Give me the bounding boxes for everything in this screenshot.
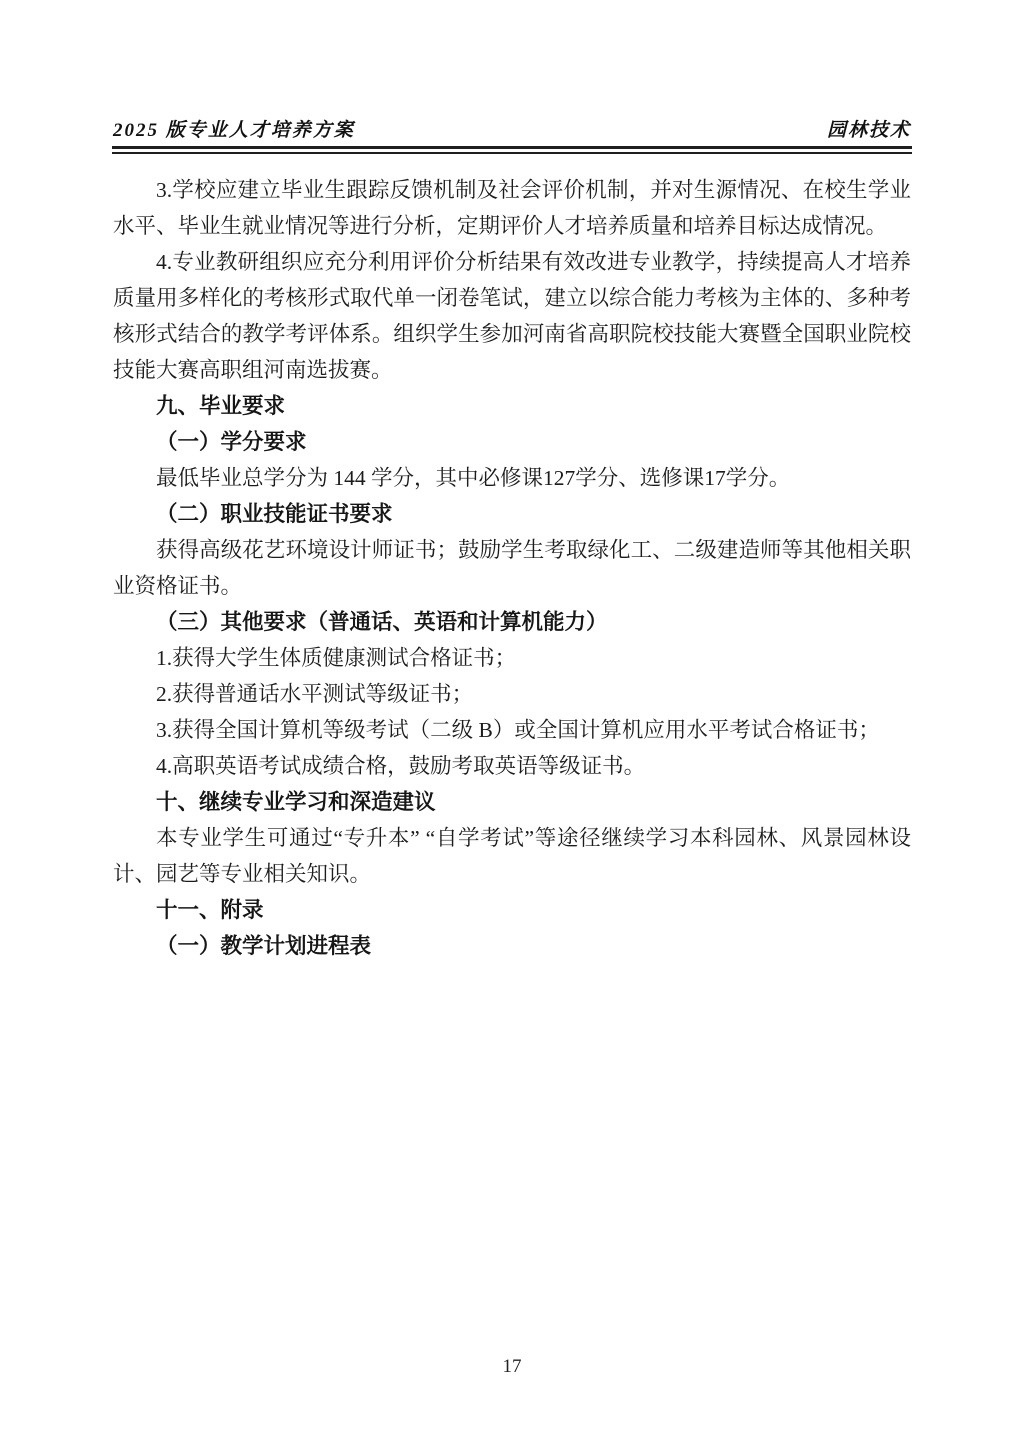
heading-teaching-plan-table: （一）教学计划进程表 bbox=[156, 934, 372, 958]
heading-vocational-certificate-requirements: （二）职业技能证书要求 bbox=[156, 502, 393, 526]
paragraph-further-study-details: 本专业学生可通过“专升本” “自学考试”等途径继续学习本科园林、风景园林设计、园艺等专业相关知识。 bbox=[113, 826, 911, 886]
heading-further-study-advice: 十、继续专业学习和深造建议 bbox=[156, 790, 436, 814]
heading-credit-requirements: （一）学分要求 bbox=[156, 430, 307, 454]
list-item-fitness-certificate: 1.获得大学生体质健康测试合格证书； bbox=[156, 646, 517, 670]
heading-other-requirements: （三）其他要求（普通话、英语和计算机能力） bbox=[156, 610, 608, 634]
page-number: 17 bbox=[502, 1356, 522, 1377]
header-rule bbox=[112, 146, 912, 154]
document-body bbox=[113, 172, 911, 964]
paragraph-graduate-tracking: 3.学校应建立毕业生跟踪反馈机制及社会评价机制，并对生源情况、在校生学业水平、毕业生就业情况等进行分析，定期评价人才培养质量和培养目标达成情况。 bbox=[113, 178, 911, 238]
page-header bbox=[113, 115, 911, 142]
header-major-name: 园林技术 bbox=[826, 120, 911, 141]
header-document-title: 2025 版专业人才培养方案 bbox=[113, 120, 355, 141]
paragraph-credit-details: 最低毕业总学分为 144 学分，其中必修课127学分、选修课17学分。 bbox=[156, 466, 791, 490]
list-item-english-certificate: 4.高职英语考试成绩合格，鼓励考取英语等级证书。 bbox=[156, 754, 646, 778]
list-item-mandarin-certificate: 2.获得普通话水平测试等级证书； bbox=[156, 682, 474, 706]
heading-appendix: 十一、附录 bbox=[156, 898, 264, 922]
list-item-computer-certificate: 3.获得全国计算机等级考试（二级 B）或全国计算机应用水平考试合格证书； bbox=[156, 718, 880, 742]
page-footer bbox=[0, 1356, 1024, 1378]
heading-graduation-requirements: 九、毕业要求 bbox=[156, 394, 286, 418]
paragraph-certificate-details: 获得高级花艺环境设计师证书；鼓励学生考取绿化工、二级建造师等其他相关职业资格证书。 bbox=[113, 538, 911, 598]
paragraph-teaching-evaluation: 4.专业教研组织应充分利用评价分析结果有效改进专业教学，持续提高人才培养质量用多样化的考核形式取代单一闭卷笔试，建立以综合能力考核为主体的、多种考核形式结合的教学考评体系。组织学生参加河南省高职院校技能大赛暨全国职业院校技能大赛高职组河南选拔赛。 bbox=[113, 250, 911, 382]
